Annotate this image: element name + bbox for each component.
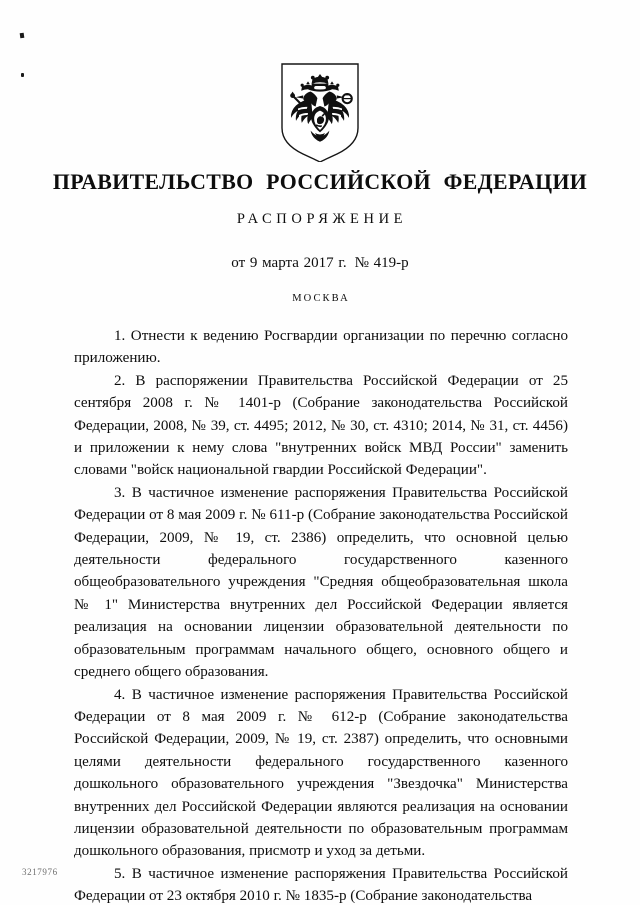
footer-document-code: 3217976 bbox=[22, 867, 58, 877]
document-city: МОСКВА bbox=[292, 292, 350, 304]
page-title: ПРАВИТЕЛЬСТВО РОССИЙСКОЙ ФЕДЕРАЦИИ bbox=[52, 169, 588, 194]
document-type-subtitle: РАСПОРЯЖЕНИЕ bbox=[236, 210, 408, 227]
paragraph-5: 5. В частичное изменение распоряжения Правительства Российской Федерации от 23 октября 2010 г. № 1835-р (Собрание законодательства bbox=[74, 865, 568, 905]
scan-artifact-mark bbox=[20, 33, 25, 39]
document-number: № 419-р bbox=[354, 254, 409, 271]
paragraph-4: 4. В частичное изменение распоряжения Правительства Российской Федерации от 8 мая 2009 г. № 612-р (Собрание законодательства Российской Федерации, 2009, № 19, ст. 2387) определить, что основными целями деятельности федерального государственного казенного дошкольного образовательного учреждения "Звездочка" Министерства внутренних дел Российской Федерации являются реализация на основании лицензии образовательной деятельности по образовательным программам дошкольного образования, присмотр и уход за детьми. bbox=[74, 686, 568, 860]
document-header bbox=[0, 170, 640, 304]
document-body bbox=[74, 325, 568, 908]
emblem-container bbox=[0, 62, 640, 162]
paragraph-2: 2. В распоряжении Правительства Российской Федерации от 25 сентября 2008 г. № 1401-р (Собрание законодательства Российской Федерации, 2008, № 39, ст. 4495; 2012, № 30, ст. 4310; 2014, № 31, ст. 4456) и приложении к нему слова "внутренних войск МВД России" заменить словами "войск национальной гвардии Российской Федерации". bbox=[74, 372, 568, 479]
dateline bbox=[0, 255, 640, 272]
russian-coat-of-arms-icon bbox=[277, 62, 363, 162]
paragraph-1: 1. Отнести к ведению Росгвардии организации по перечню согласно приложению. bbox=[74, 328, 568, 367]
document-date: от 9 марта 2017 г. bbox=[231, 254, 347, 271]
paragraph-3: 3. В частичное изменение распоряжения Правительства Российской Федерации от 8 мая 2009 г. № 611-р (Собрание законодательства Российской Федерации, 2009, № 19, ст. 2386) определить, что основной целью деятельности федерального государственного казенного общеобразовательного учреждения "Средняя общеобразовательная школа № 1" Министерства внутренних дел Российской Федерации является реализация на основании лицензии образовательной деятельности по образовательным программам начального общего, основного общего и среднего общего образования. bbox=[74, 484, 568, 681]
